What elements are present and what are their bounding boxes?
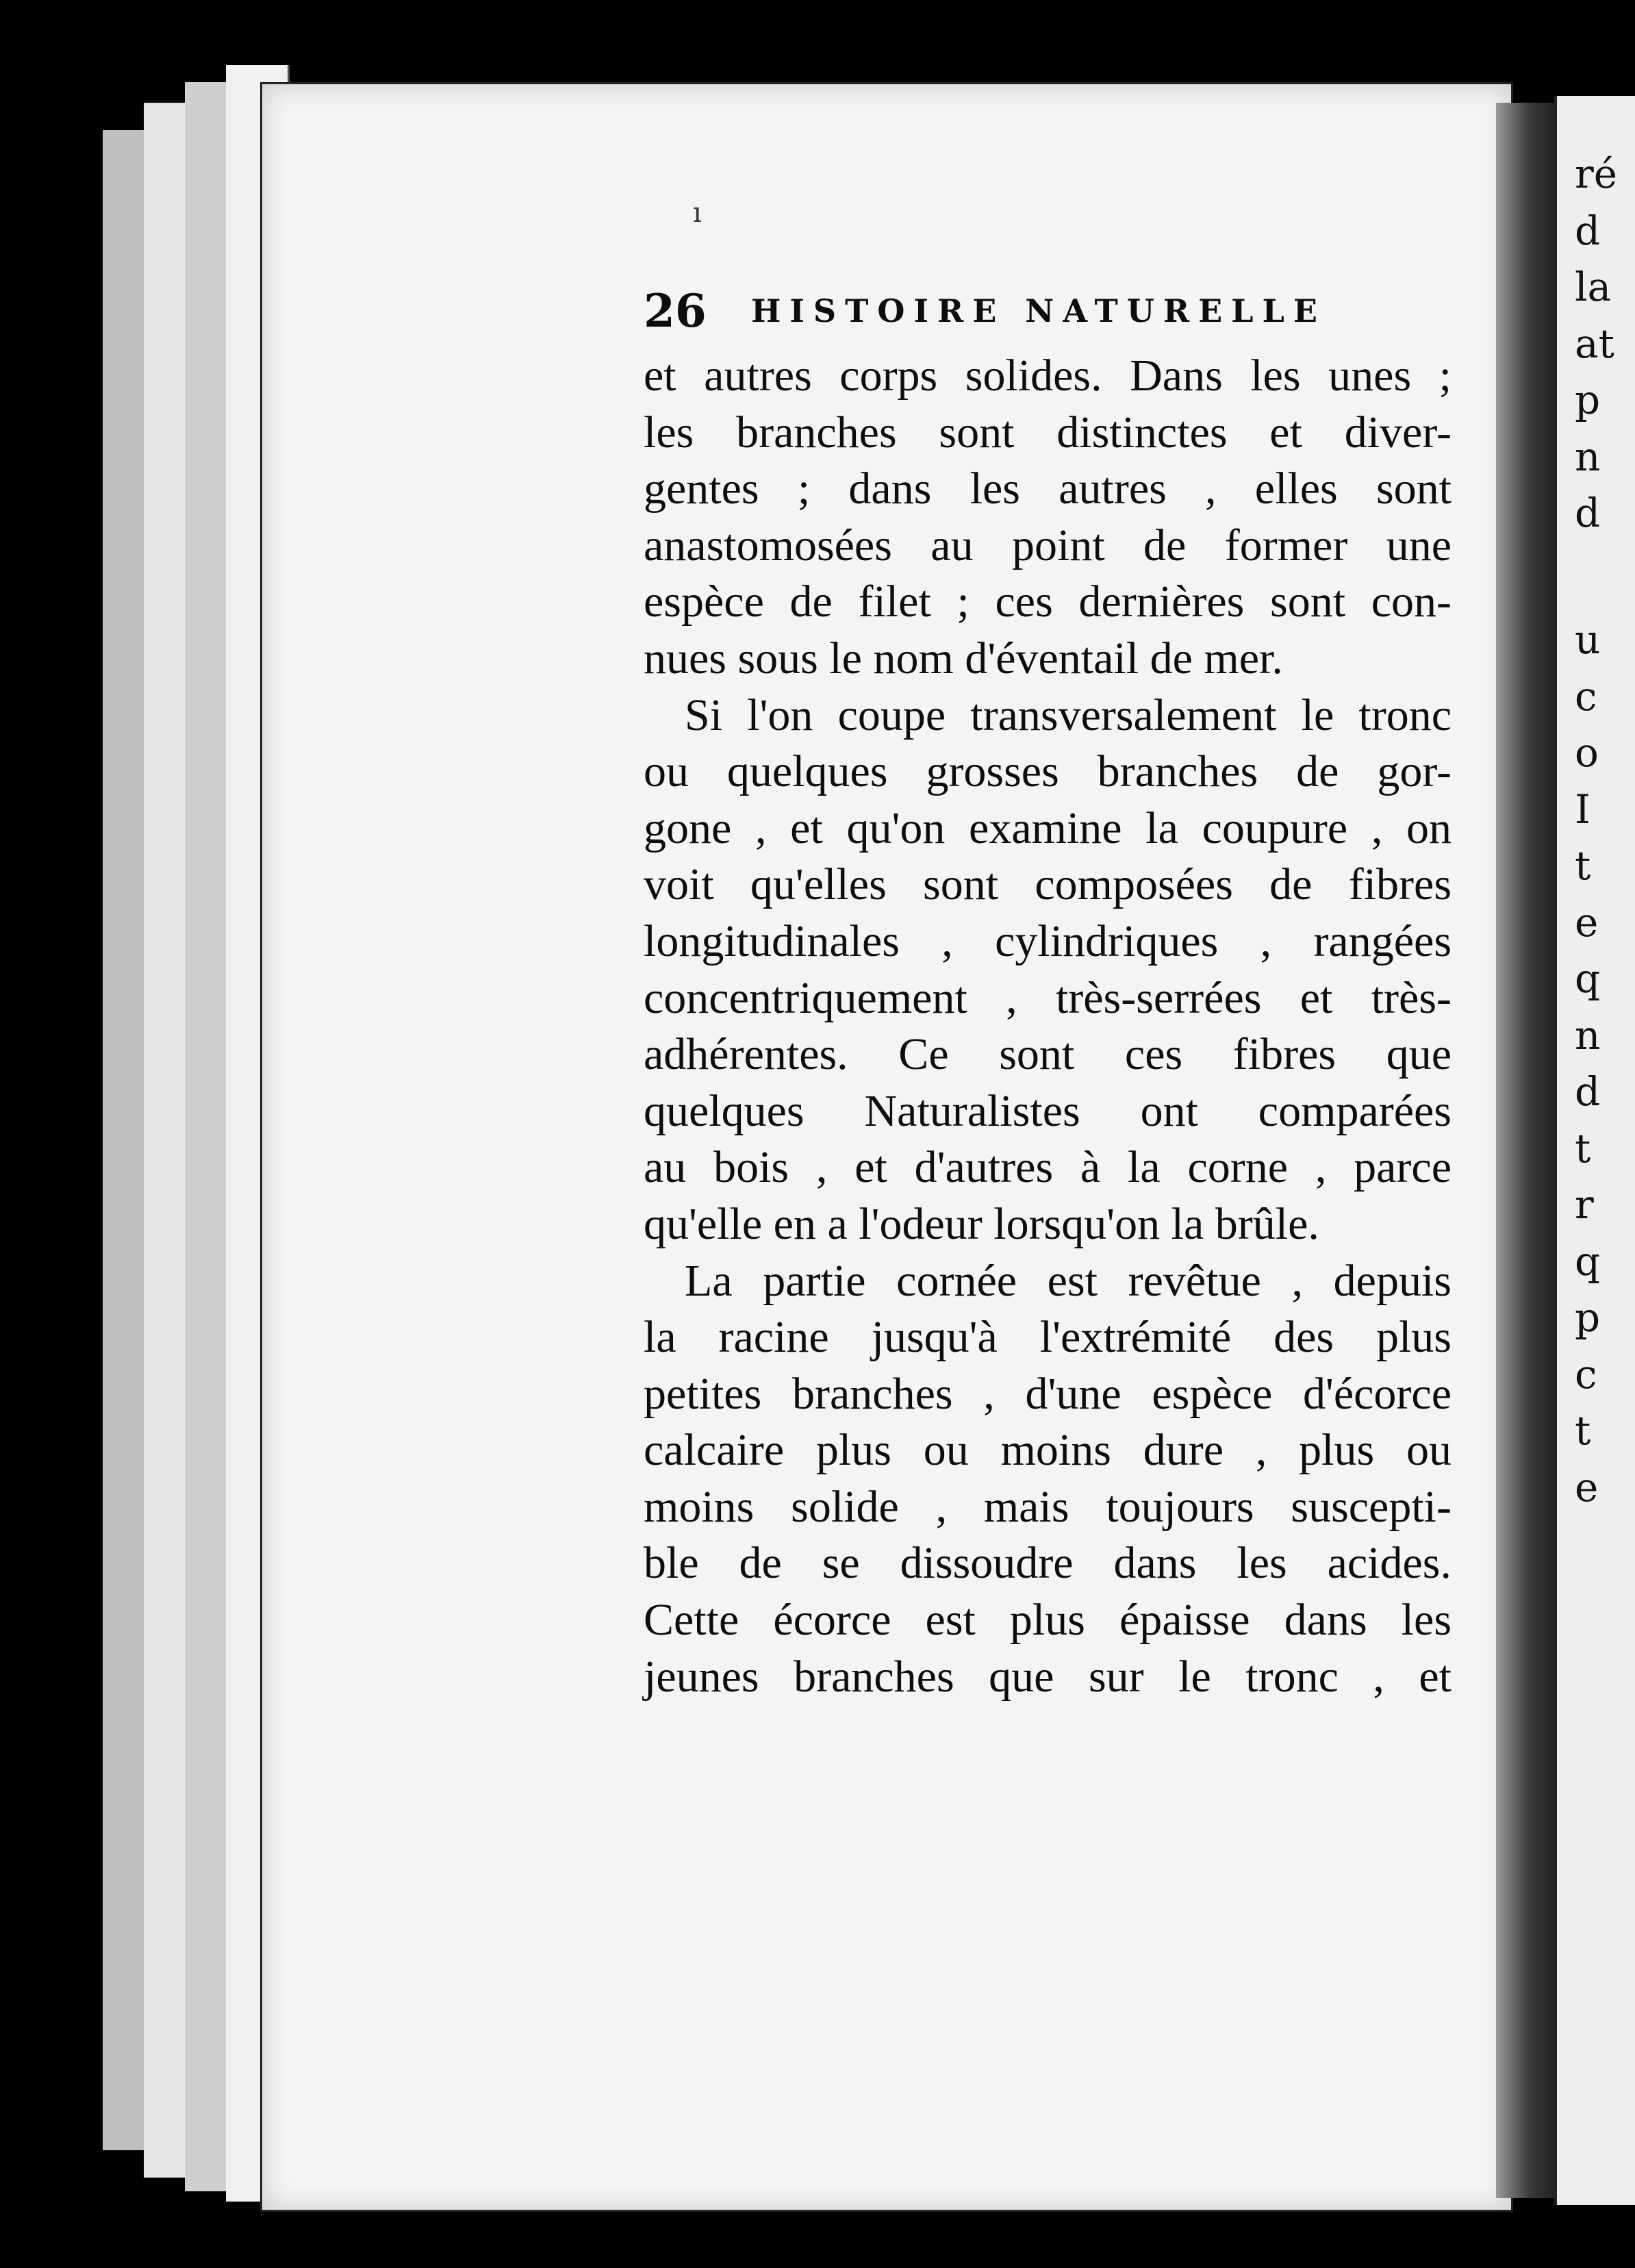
- text-line: adhérentes. Ce sont ces fibres que: [644, 1029, 1452, 1080]
- page-number: 26: [644, 284, 707, 338]
- text-line: ble de se dissoudre dans les acides.: [644, 1538, 1452, 1589]
- text-line: Cette écorce est plus épaisse dans les: [644, 1595, 1452, 1646]
- text-line: gone , et qu'on examine la coupure , on: [644, 803, 1452, 853]
- facing-page-fragment: e: [1575, 1464, 1599, 1511]
- running-title: HISTOIRE NATURELLE: [750, 292, 1326, 329]
- facing-page-fragment: la: [1575, 264, 1612, 310]
- facing-page-fragment: u: [1575, 616, 1601, 663]
- facing-page-fragment: n: [1575, 1012, 1601, 1059]
- text-line: au bois , et d'autres à la corne , parce: [644, 1142, 1452, 1193]
- text-line: moins solide , mais toujours suscepti-: [644, 1481, 1452, 1532]
- text-line: les branches sont distinctes et diver-: [644, 407, 1452, 457]
- text-line: calcaire plus ou moins dure , plus ou: [644, 1425, 1452, 1476]
- text-line: jeunes branches que sur le tronc , et: [644, 1651, 1452, 1702]
- text-line: petites branches , d'une espèce d'écorce: [644, 1368, 1452, 1419]
- text-line: anastomosées au point de former une: [644, 520, 1452, 570]
- facing-page-fragment: q: [1575, 1238, 1601, 1285]
- facing-page-fragment: t: [1575, 1407, 1591, 1454]
- facing-page-fragment: t: [1575, 842, 1591, 889]
- facing-page-fragment: ré: [1575, 151, 1618, 197]
- running-head: [644, 284, 1335, 338]
- facing-page-fragment: n: [1575, 433, 1601, 480]
- facing-page-fragment: c: [1575, 1351, 1597, 1398]
- text-line: concentriquement , très-serrées et très-: [644, 972, 1452, 1023]
- facing-page-fragment: o: [1575, 729, 1599, 776]
- text-line: La partie cornée est revêtue , depuis: [685, 1255, 1452, 1306]
- ink-speck: ı: [693, 197, 702, 229]
- facing-page-fragment: d: [1575, 207, 1601, 254]
- facing-page-fragment: e: [1575, 899, 1599, 946]
- facing-page-fragment: p: [1575, 1294, 1601, 1341]
- facing-page-fragment: r: [1575, 1181, 1594, 1228]
- text-line: et autres corps solides. Dans les unes ;: [644, 351, 1452, 401]
- text-line: espèce de filet ; ces dernières sont con-: [644, 577, 1452, 627]
- text-line: nues sous le nom d'éventail de mer.: [644, 633, 1283, 683]
- facing-page-fragment: at: [1575, 320, 1614, 367]
- text-line: longitudinales , cylindriques , rangées: [644, 916, 1452, 966]
- text-line: voit qu'elles sont composées de fibres: [644, 859, 1452, 910]
- facing-page-fragment: q: [1575, 955, 1601, 1002]
- text-line: quelques Naturalistes ont comparées: [644, 1085, 1452, 1136]
- text-line: qu'elle en a l'odeur lorsqu'on la brûle.: [644, 1198, 1319, 1249]
- facing-page-fragment: t: [1575, 1125, 1591, 1172]
- facing-page-fragment: I: [1575, 786, 1590, 833]
- body-text: [644, 348, 1452, 1705]
- text-line: ou quelques grosses branches de gor-: [644, 746, 1452, 797]
- facing-page-fragment: c: [1575, 673, 1597, 720]
- facing-page-fragment: d: [1575, 1068, 1601, 1115]
- text-line: la racine jusqu'à l'extrémité des plus: [644, 1312, 1452, 1363]
- text-line: gentes ; dans les autres , elles sont: [644, 464, 1452, 514]
- facing-page-fragment: d: [1575, 490, 1601, 536]
- facing-page-fragment: p: [1575, 377, 1601, 423]
- text-line: Si l'on coupe transversalement le tronc: [685, 690, 1452, 740]
- facing-page: [1554, 96, 1635, 2205]
